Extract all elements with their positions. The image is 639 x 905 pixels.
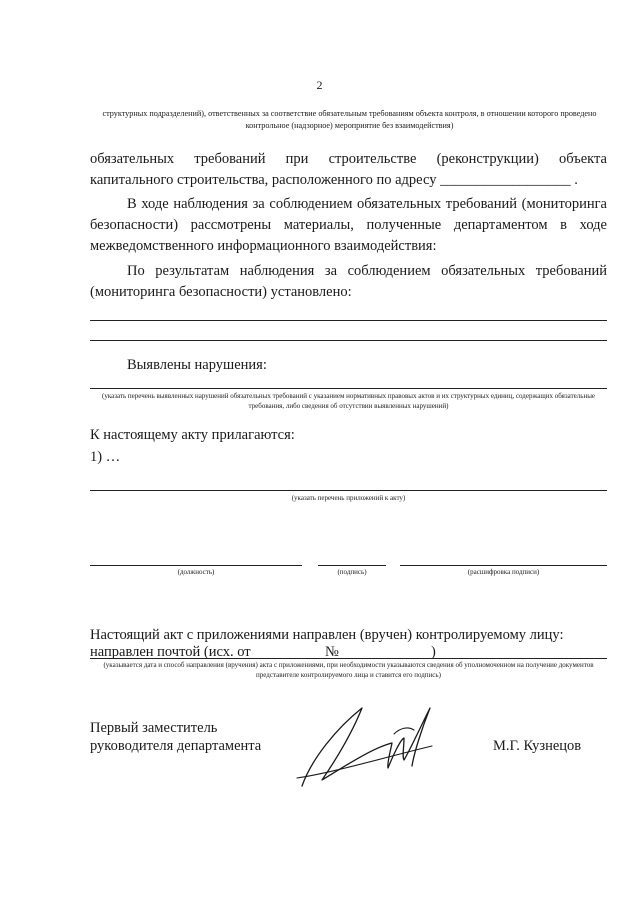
signature-caption: (подпись)	[337, 568, 367, 576]
signer-title-line1: Первый заместитель	[90, 720, 218, 736]
attachments-label: К настоящему акту прилагаются:	[90, 427, 295, 443]
para1-line1: обязательных требований при строительстве (реконструкции) объекта	[90, 151, 607, 167]
attachments-note: (указать перечень приложений к акту)	[291, 494, 406, 502]
signer-name: М.Г. Кузнецов	[493, 738, 582, 754]
violations-note: (указать перечень выявленных нарушений обязательных требований с указанием нормативных правовых актов и их структурных единиц, содержащих обязательные требования, либо сведения об отсутствии выявленных нарушений)	[102, 392, 595, 410]
position-caption: (должность)	[177, 568, 215, 576]
attachments-line	[90, 490, 607, 491]
sent-note: (указывается дата и способ направления (вручения) акта с приложениями, при необходимости указываются сведения об уполномоченном на получение документов представителе контролируемого лица и ставится его подпись)	[103, 661, 594, 679]
para2-line2: безопасности) рассмотрены материалы, полученные департаментом в ходе	[90, 217, 607, 233]
decode-line	[400, 565, 607, 566]
violations-line	[90, 388, 607, 389]
sent-line2-number-sign: №	[325, 644, 339, 660]
page-number: 2	[316, 78, 323, 92]
sent-line2-close: )	[431, 644, 436, 660]
para1-line2: капитального строительства, расположенного по адресу __________________ .	[90, 172, 578, 188]
attachments-item: 1) …	[90, 449, 121, 465]
blank-line-2	[90, 340, 607, 341]
para2-line1: В ходе наблюдения за соблюдением обязательных требований (мониторинга	[127, 196, 607, 212]
handwritten-signature	[292, 688, 442, 793]
para3-line1: По результатам наблюдения за соблюдением обязательных требований	[127, 263, 607, 279]
signer-title-line2: руководителя департамента	[90, 738, 262, 754]
decode-caption: (расшифровка подписи)	[467, 568, 540, 576]
sent-line2-part1: направлен почтой (исх. от	[90, 644, 251, 660]
sent-line	[90, 658, 607, 659]
header-note: структурных подразделений), ответственных за соответствие обязательным требованиям объекта контроля, в отношении которого проведено контрольное (надзорное) мероприятие без взаимодействия)	[102, 109, 597, 130]
violations-label: Выявлены нарушения:	[127, 357, 267, 373]
position-line	[90, 565, 302, 566]
para3-line2: (мониторинга безопасности) установлено:	[90, 284, 352, 300]
signature-line	[318, 565, 386, 566]
sent-line1: Настоящий акт с приложениями направлен (вручен) контролируемому лицу:	[90, 627, 564, 643]
blank-line-1	[90, 320, 607, 321]
para2-line3: межведомственного информационного взаимодействия:	[90, 238, 437, 254]
